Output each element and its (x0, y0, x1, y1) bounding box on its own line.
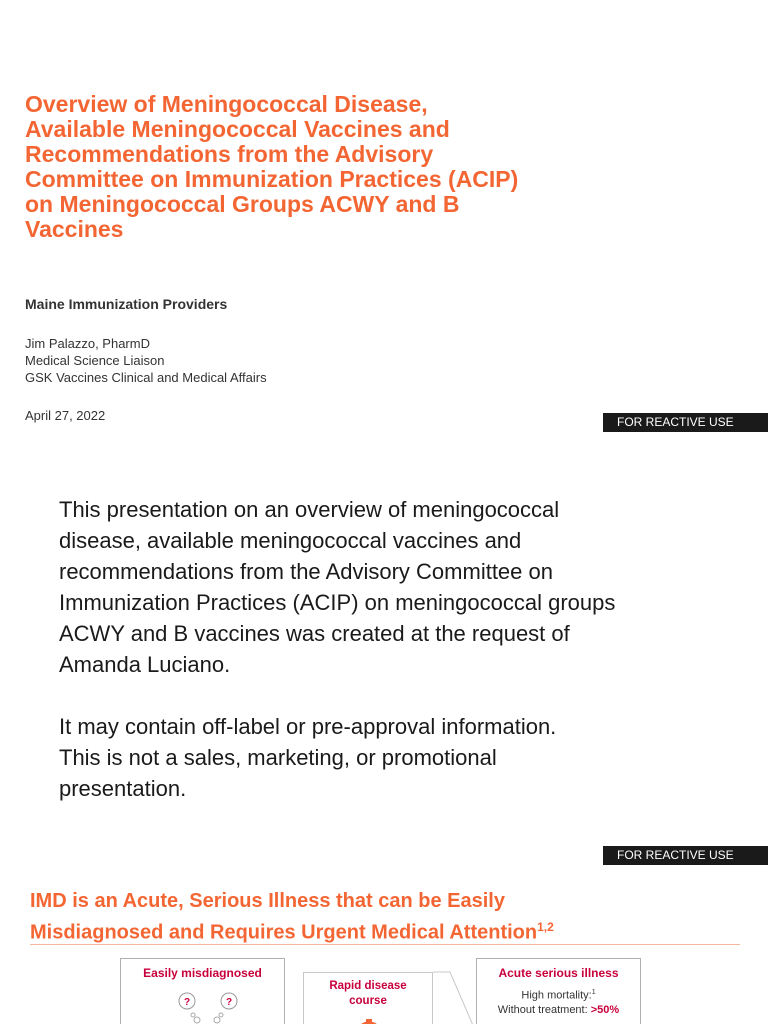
title-line-text: Misdiagnosed and Requires Urgent Medical Attention (30, 921, 538, 944)
title-line: Overview of Meningococcal Disease, (25, 91, 428, 117)
presenter-department: GSK Vaccines Clinical and Medical Affairs (25, 370, 267, 385)
presentation-title (25, 92, 665, 242)
mortality-line (477, 986, 640, 1003)
slide-title (30, 888, 750, 946)
title-line: IMD is an Acute, Serious Illness that can be Easily (30, 890, 505, 912)
treatment-label: Without treatment: (497, 1003, 588, 1016)
presenter-role: Medical Science Liaison (25, 353, 165, 368)
text-line: Amanda Luciano. (59, 652, 231, 677)
box-heading-line: Rapid disease (329, 980, 407, 992)
box-heading: Acute serious illness (498, 966, 619, 980)
mortality-label: High mortality: (521, 989, 592, 1002)
mortality-details (477, 986, 640, 1017)
disclaimer-paragraph (59, 494, 719, 680)
svg-text:?: ? (225, 997, 233, 1008)
title-slide (0, 0, 768, 438)
treatment-value: >50% (590, 1003, 620, 1016)
text-line: presentation. (59, 776, 187, 801)
disclaimer-slide (0, 438, 768, 870)
treatment-line (477, 1003, 640, 1017)
title-line: on Meningococcal Groups ACWY and B (25, 191, 460, 217)
text-line: disease, available meningococcal vaccines and (59, 528, 522, 553)
box-heading (304, 979, 432, 1009)
title-line: Available Meningococcal Vaccines and (25, 116, 450, 142)
box-heading: Easily misdiagnosed (143, 966, 262, 980)
imd-overview-slide (0, 870, 768, 1024)
box-heading-line: course (349, 995, 387, 1007)
presenter-name: Jim Palazzo, PharmD (25, 336, 150, 351)
disclaimer-paragraph (59, 711, 719, 804)
title-divider (30, 944, 740, 945)
title-line: Recommendations from the Advisory (25, 141, 434, 167)
acute-illness-box (476, 958, 641, 1024)
text-line: ACWY and B vaccines was created at the request of (59, 621, 570, 646)
text-line: Immunization Practices (ACIP) on meningococcal groups (59, 590, 616, 615)
title-reference: 1,2 (537, 920, 554, 934)
text-line: It may contain off-label or pre-approval information. (59, 714, 557, 739)
misdiagnosed-box (120, 958, 285, 1024)
arrow-connector-icon (430, 970, 480, 1024)
title-line: Vaccines (25, 216, 124, 242)
organization-name: Maine Immunization Providers (25, 296, 228, 312)
rapid-course-box (303, 972, 433, 1024)
presenter-block (25, 335, 267, 386)
disclaimer-text (59, 494, 719, 835)
title-line (30, 914, 750, 946)
reactive-use-badge: FOR REACTIVE USE (603, 846, 768, 865)
text-line: recommendations from the Advisory Committee on (59, 559, 553, 584)
title-line: Committee on Immunization Practices (ACIP) (25, 166, 519, 192)
reactive-use-badge: FOR REACTIVE USE (603, 413, 768, 432)
stopwatch-icon (349, 1017, 389, 1024)
question-people-icon (169, 987, 249, 1024)
text-line: This is not a sales, marketing, or promotional (59, 745, 497, 770)
mortality-reference: 1 (591, 989, 596, 996)
presentation-date: April 27, 2022 (25, 408, 106, 423)
svg-text:?: ? (183, 997, 191, 1008)
text-line: This presentation on an overview of meningococcal (59, 497, 560, 522)
